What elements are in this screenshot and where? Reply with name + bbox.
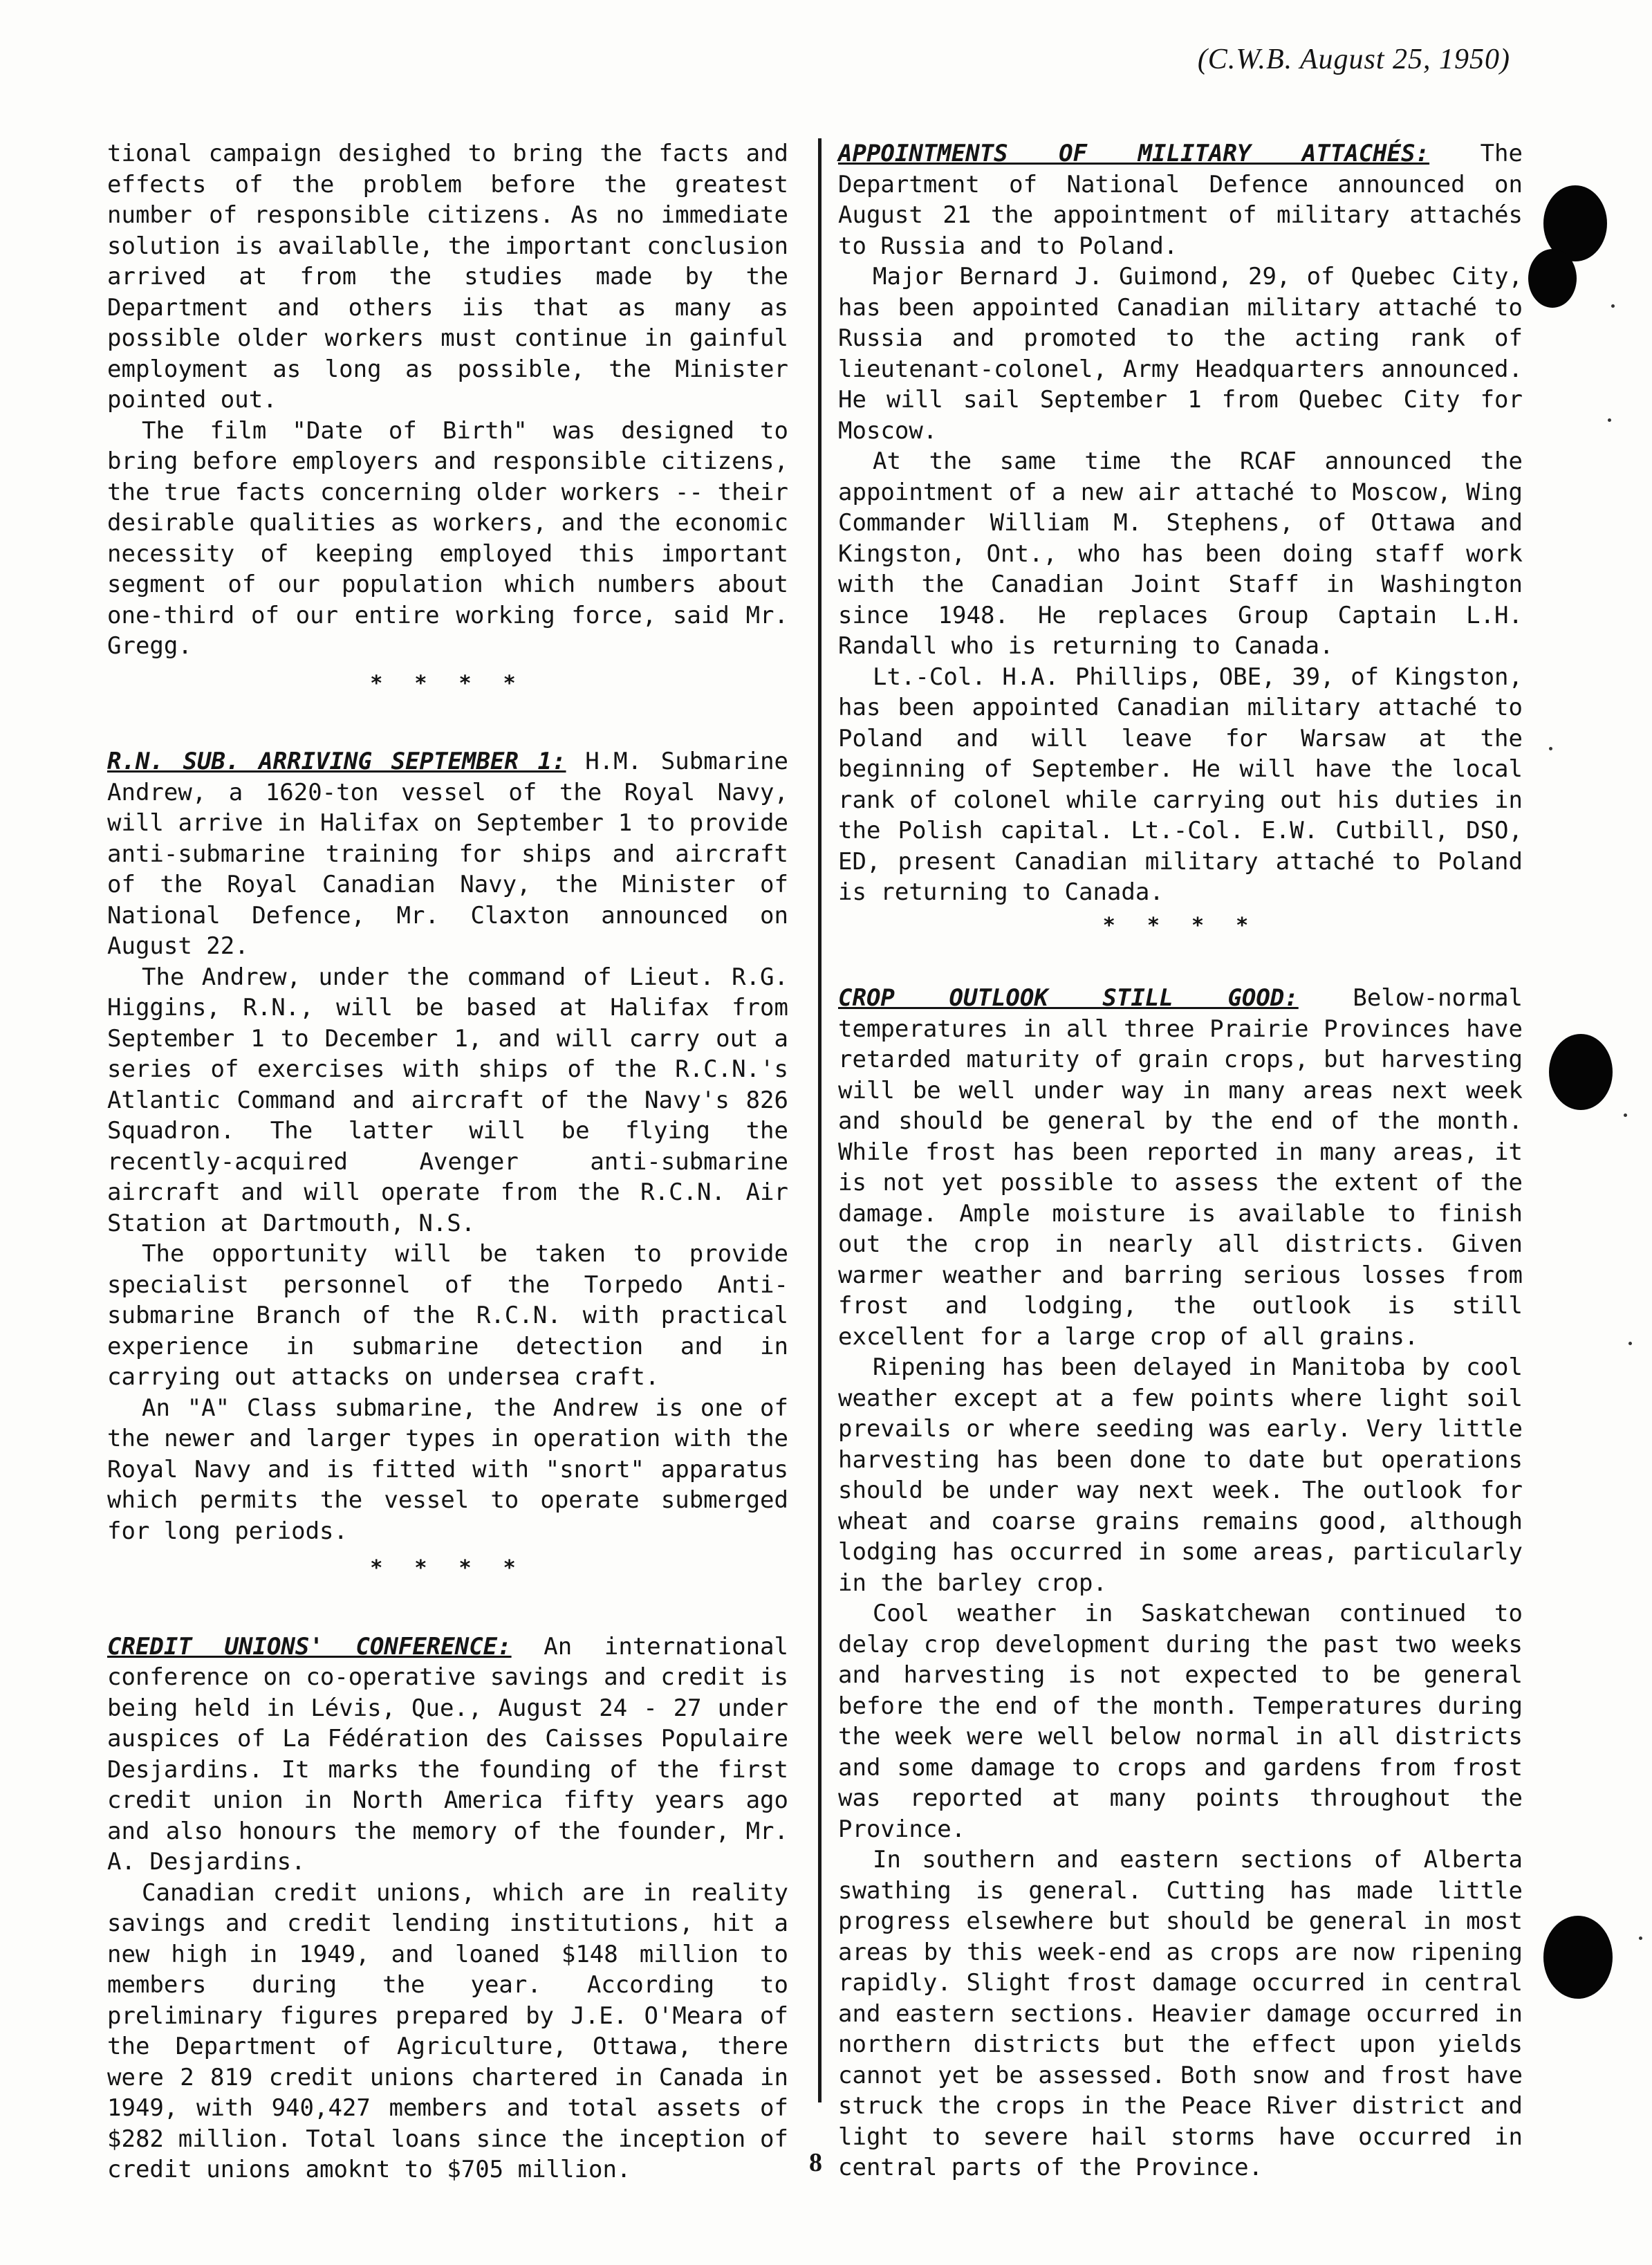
issue-header: (C.W.B. August 25, 1950): [1197, 44, 1510, 75]
scan-speck: [1611, 304, 1615, 308]
scan-speck: [1628, 1342, 1632, 1345]
crop-outlook-heading: CROP OUTLOOK STILL GOOD:: [838, 984, 1299, 1012]
submarine-lead-text: H.M. Submarine Andrew, a 1620-ton vessel of the Royal Navy, will arrive in Halifax on September 1 to provide anti-submarine training for ships and aircraft of the Royal Canadian Navy, the Minister of National Defence, Mr. Claxton announced on August 22.: [107, 748, 789, 960]
crop-lead-text: Below-normal temperatures in all three Prairie Provinces have retarded maturity of grain crops, but harvesting will be well under way in many areas next week and should be general by the end of the month. While frost has been reported in many areas, it is not yet possible to assess the extent of the damage. Ample moisture is available to finish out the crop in nearly all districts. Given warmer weather and barring serious losses from frost and lodging, the outlook is still excellent for a large crop of all grains.: [838, 984, 1523, 1351]
punch-hole-4: [1543, 1916, 1613, 1999]
credit-paragraph-1: [107, 1631, 788, 1878]
punch-hole-3: [1549, 1034, 1613, 1110]
scan-speck: [1639, 1936, 1642, 1940]
credit-unions-heading: CREDIT UNIONS' CONFERENCE:: [107, 1632, 512, 1661]
column-divider: [818, 138, 822, 2102]
submarine-paragraph-4: An "A" Class submarine, the Andrew is one of the newer and larger types in operation with the Royal Navy and is fitted with "snort" apparatus which permits the vessel to operate submerged for long periods.: [107, 1394, 788, 1545]
attaches-paragraph-1: [838, 138, 1523, 261]
credit-paragraph-2: Canadian credit unions, which are in reality savings and credit lending institutions, hit a new high in 1949, and loaned $148 million to members during the year. According to preliminary figures prepared by J.E. O'Meara of the Department of Agriculture, Ottawa, there were 2 819 credit unions chartered in Canada in 1949, with 940,427 members and total assets of $282 million. Total loans since the inception of credit unions amoknt to $705 million.: [107, 1878, 788, 2183]
section-separator: * * * *: [370, 1556, 526, 1580]
submarine-heading: R.N. SUB. ARRIVING SEPTEMBER 1:: [107, 748, 566, 775]
attaches-paragraph-2: Major Bernard J. Guimond, 29, of Quebec City, has been appointed Canadian military attaché to Russia and promoted to the acting rank of lieutenant-colonel, Army Headquarters announced. He will sail September 1 from Quebec City for Moscow.: [838, 263, 1523, 445]
crop-paragraph-1: [838, 983, 1523, 1352]
punch-hole-2: [1528, 249, 1577, 308]
attaches-paragraph-3: At the same time the RCAF announced the appointment of a new air attaché to Moscow, Wing Commander William M. Stephens, of Ottawa and Kingston, Ont., who has been doing staff work with the Canadian Joint Staff in Washington since 1948. He replaces Group Captain L.H. Randall who is returning to Canada.: [838, 447, 1523, 660]
submarine-paragraph-3: The opportunity will be taken to provide specialist personnel of the Torpedo Anti-submarine Branch of the R.C.N. with practical experience in submarine detection and in carrying out attacks on undersea craft.: [107, 1240, 788, 1391]
right-column: [838, 138, 1523, 2183]
intro-paragraph-1: tional campaign desighed to bring the facts and effects of the problem before the greatest number of responsible citizens. As no immediate solution is availablle, the important conclusion arrived at from the studies made by the Department and others iis that as many as possible older workers must continue in gainful employment as long as possible, the Minister pointed out.: [107, 140, 788, 414]
scan-speck: [1549, 747, 1552, 750]
section-separator: * * * *: [370, 671, 526, 696]
scan-speck: [1624, 1113, 1627, 1117]
scan-speck: [1608, 418, 1611, 422]
left-column: [107, 138, 788, 2185]
crop-paragraph-3: Cool weather in Saskatchewan continued to delay crop development during the past two weeks and harvesting is not expected to be general before the end of the month. Temperatures during the week were well below normal in all districts and some damage to crops and gardens from frost was reported at many points throughout the Province.: [838, 1600, 1523, 1843]
crop-paragraph-2: Ripening has been delayed in Manitoba by cool weather except at a few points where light soil prevails or where seeding was early. Very little harvesting has been done to date but operations should be under way next week. The outlook for wheat and coarse grains remains good, although lodging has occurred in some areas, particularly in the barley crop.: [838, 1353, 1523, 1597]
section-separator: * * * *: [1102, 913, 1259, 938]
page-number: 8: [809, 2148, 822, 2177]
credit-lead-text: An international conference on co-operative savings and credit is being held in Lévis, Que., August 24 - 27 under auspices of La Fédération des Caisses Populaire Desjardins. It marks the founding of the first credit union in North America fifty years ago and also honours the memory of the founder, Mr. A. Desjardins.: [107, 1632, 788, 1876]
attaches-lead-text: The Department of National Defence announced on August 21 the appointment of military attachés to Russia and to Poland.: [838, 140, 1523, 260]
submarine-paragraph-2: The Andrew, under the command of Lieut. R.G. Higgins, R.N., will be based at Halifax from September 1 to December 1, and will carry out a series of exercises with ships of the R.C.N.'s Atlantic Command and aircraft of the Navy's 826 Squadron. The latter will be flying the recently-acquired Avenger anti-submarine aircraft and will operate from the R.C.N. Air Station at Dartmouth, N.S.: [107, 963, 788, 1237]
submarine-paragraph-1: [107, 746, 788, 962]
crop-paragraph-4: In southern and eastern sections of Alberta swathing is general. Cutting has made little progress elsewhere but should be general in most areas by this week-end as crops are now ripening rapidly. Slight frost damage occurred in central and eastern sections. Heavier damage occurred in northern districts but the effect upon yields cannot yet be assessed. Both snow and frost have struck the crops in the Peace River district and light to severe hail storms have occurred in central parts of the Province.: [838, 1846, 1523, 2181]
attaches-heading: APPOINTMENTS OF MILITARY ATTACHÉS:: [838, 140, 1430, 167]
attaches-paragraph-4: Lt.-Col. H.A. Phillips, OBE, 39, of Kingston, has been appointed Canadian military attaché to Poland and will leave for Warsaw at the beginning of September. He will have the local rank of colonel while carrying out his duties in the Polish capital. Lt.-Col. E.W. Cutbill, DSO, ED, present Canadian military attaché to Poland is returning to Canada.: [838, 663, 1523, 906]
intro-paragraph-2: The film "Date of Birth" was designed to bring before employers and responsible citizens, the true facts concerning older workers -- their desirable qualities as workers, and the economic necessity of keeping employed this important segment of our population which numbers about one-third of our entire working force, said Mr. Gregg.: [107, 416, 788, 660]
